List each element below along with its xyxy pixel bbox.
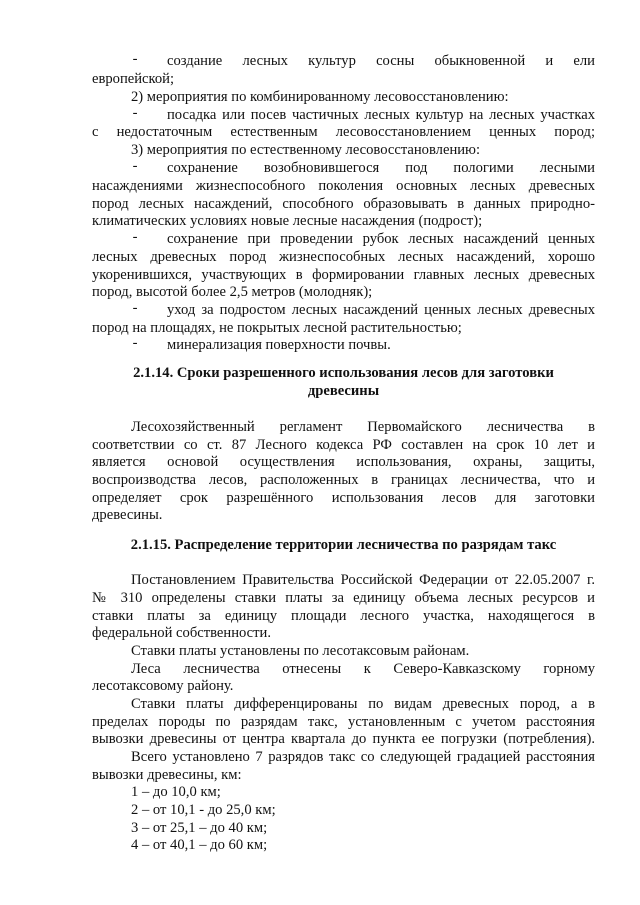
section-2115-p2: Ставки платы установлены по лесотаксовым районам. [131,643,470,659]
tax-rank-item: 3 – от 25,1 – до 40 км; [131,820,268,836]
bullet-5-line-2: пород на площадях, не покрытых лесной растительностью; [92,320,462,336]
section-2115-p3-line-1: Леса лесничества отнесены к Северо-Кавказскому горному [131,661,595,677]
section-2114-para-line-3: является основой осуществления использования, охраны, защиты, [92,454,595,470]
section-2114-heading-line-1: 2.1.14. Сроки разрешенного использования лесов для заготовки [133,365,554,381]
bullet-dash: - [132,158,138,174]
section-2114-heading-line-2: древесины [307,383,380,399]
bullet-1-line-1: создание лесных культур сосны обыкновенной и ели [167,53,595,69]
bullet-2-line-2: с недостаточным естественным лесовосстановлением ценных пород; [92,124,595,140]
section-2115-p3-line-2: лесотаксовому району. [92,678,234,694]
item-2-heading: 2) мероприятия по комбинированному лесовосстановлению: [131,89,509,105]
section-2114-para-line-2: соответствии со ст. 87 Лесного кодекса РФ составлен на срок 10 лет и [92,437,595,453]
section-2115-p1-line-4: федеральной собственности. [92,625,271,641]
section-2115-p4-line-3: вывозки древесины от центра квартала до пункта ее погрузки (потребления). [92,731,595,747]
section-2115-heading: 2.1.15. Распределение территории лесничества по разрядам такс [130,537,557,553]
bullet-2-line-1: посадка или посев частичных лесных культур на лесных участках [167,107,595,123]
section-2115-p1-line-3: ставки платы за единицу площади лесного участка, находящегося в [92,608,595,624]
tax-rank-item: 4 – от 40,1 – до 60 км; [131,837,268,853]
bullet-1-line-2: европейской; [92,71,175,87]
bullet-3-line-4: климатических условиях новые лесные насаждения (подрост); [92,213,483,229]
section-2115-p5-line-2: вывозки древесины, км: [92,767,242,783]
bullet-dash: - [132,335,138,351]
bullet-dash: - [132,51,138,67]
bullet-4-line-1: сохранение при проведении рубок лесных насаждений ценных [167,231,595,247]
tax-rank-item: 1 – до 10,0 км; [131,784,221,800]
section-2114-para-line-4: воспроизводства лесов, расположенных в границах лесничества, что и [92,472,595,488]
bullet-dash: - [132,300,138,316]
bullet-4-line-2: лесных древесных пород жизнеспособных лесных насаждений, хорошо [92,249,595,265]
item-3-heading: 3) мероприятия по естественному лесовосстановлению: [131,142,481,158]
section-2115-p1-line-2: № 310 определены ставки платы за единицу объема лесных ресурсов и [92,590,595,606]
section-2115-p4-line-2: пределах породы по разрядам такс, установленным с учетом расстояния [92,714,595,730]
bullet-3-line-3: пород лесных насаждений, способного образовывать в данных природно- [92,196,595,212]
section-2114-para-line-5: определяет срок разрешённого использования лесов для заготовки [92,490,595,506]
tax-rank-item: 2 – от 10,1 - до 25,0 км; [131,802,276,818]
bullet-4-line-3: укоренившихся, участвующих в формировании главных лесных древесных [92,267,595,283]
section-2115-p5-line-1: Всего установлено 7 разрядов такс со следующей градацией расстояния [131,749,595,765]
section-2114-para-line-1: Лесохозяйственный регламент Первомайского лесничества в [131,419,595,435]
section-2114-para-line-6: древесины. [92,507,163,523]
bullet-3-line-1: сохранение возобновившегося под пологими лесными [167,160,595,176]
section-2115-p1-line-1: Постановлением Правительства Российской Федерации от 22.05.2007 г. [131,572,595,588]
bullet-dash: - [132,105,138,121]
bullet-4-line-4: пород, высотой более 2,5 метров (молодняк); [92,284,373,300]
section-2115-p4-line-1: Ставки платы дифференцированы по видам древесных пород, а в [131,696,595,712]
bullet-5-line-1: уход за подростом лесных насаждений ценных лесных древесных [167,302,595,318]
bullet-6-line-1: минерализация поверхности почвы. [167,337,391,353]
bullet-3-line-2: насаждениями жизнеспособного поколения основных лесных древесных [92,178,595,194]
bullet-dash: - [132,229,138,245]
